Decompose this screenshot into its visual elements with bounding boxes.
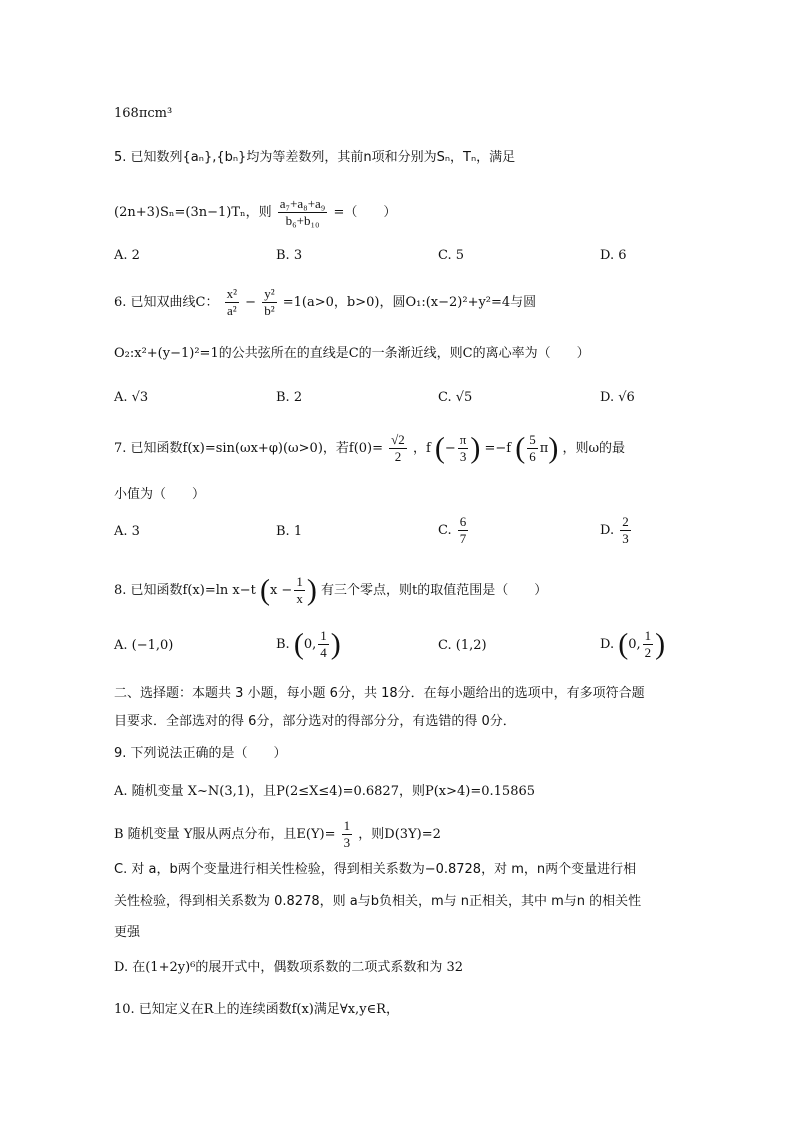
q9-option-a[interactable]: A. 随机变量 X~N(3,1)，且P(2≤X≤4)=0.6827，则P(x>4)=0.15865 — [114, 784, 536, 799]
q5-condition — [114, 196, 396, 229]
q8-option-b-num: 1 — [320, 628, 327, 643]
q7-option-c-num: 6 — [459, 514, 467, 529]
q8-inner-num: 1 — [296, 574, 303, 589]
q5-fraction-num: a₇+a₈+a₉ — [279, 196, 326, 211]
q5-condition-pre: (2n+3)Sₙ=(3n−1)Tₙ，则 — [114, 205, 272, 220]
q7-stem-b: ，f — [412, 441, 431, 456]
q7-option-d[interactable]: D. $\frac{2}{3}$ — [600, 514, 629, 546]
q6-stem-line2 — [114, 344, 590, 364]
q8-option-b[interactable]: B. (0, $\frac{1}{4}$ ) — [276, 627, 341, 661]
q9-stem: 9. 下列说法正确的是（ ） — [114, 746, 287, 761]
q7-right-paren-2: ) — [548, 431, 559, 465]
q9-option-b-fraction — [342, 818, 353, 851]
q9-option-b-post: ，则D(3Y)=2 — [358, 827, 441, 842]
q8-option-b-fraction — [318, 628, 329, 661]
q7-arg2-num: 5 — [529, 432, 536, 447]
q7-arg2-fraction — [527, 432, 538, 465]
q7-left-paren-2: ( — [515, 431, 526, 465]
q7-option-d-fraction — [620, 514, 631, 547]
q7-arg1-fraction — [458, 432, 469, 465]
q5-stem-text: 5. 已知数列{aₙ},{bₙ}均为等差数列，其前n项和分别为Sₙ，Tₙ，满足 — [114, 150, 516, 165]
q5-option-b[interactable]: B. 3 — [276, 248, 303, 263]
q8-option-b-lparen: ( — [293, 627, 304, 661]
q7-stem-e: 小值为（ ） — [114, 487, 206, 502]
q6-stem-b: =1(a>0，b>0)，圆O₁:(x−2)²+y²=4与圆 — [282, 295, 537, 310]
q8-option-b-rparen: ) — [330, 627, 341, 661]
q6-minus: − — [245, 295, 257, 310]
q8-right-paren: ) — [306, 573, 317, 607]
q6-stem-a: 6. 已知双曲线C： — [114, 295, 219, 310]
q8-stem-b: 有三个零点，则t的取值范围是（ ） — [320, 583, 548, 598]
q8-option-d-fraction — [643, 628, 654, 661]
q8-option-d-lparen: ( — [618, 627, 629, 661]
q8-option-b-den: 4 — [320, 645, 327, 660]
q5-option-d[interactable]: D. 6 — [600, 248, 627, 263]
q7-stem-line2 — [114, 485, 205, 505]
section2-line1: 二、选择题：本题共 3 小题，每小题 6分，共 18分．在每小题给出的选项中，有多项符合题 — [114, 686, 645, 701]
q7-option-c-fraction — [458, 514, 469, 547]
q7-arg1-num: π — [459, 432, 467, 447]
q7-stem-d: ，则ω的最 — [562, 441, 626, 456]
q7-f0-den: 2 — [394, 449, 402, 464]
q7-option-d-den: 3 — [622, 531, 629, 546]
q6-y-fraction — [262, 286, 276, 319]
q7-arg2-den: 6 — [529, 449, 536, 464]
q6-stem-c: O₂:x²+(y−1)²=1的公共弦所在的直线是C的一条渐近线，则C的离心率为（ ） — [114, 346, 590, 361]
q7-left-paren-1: ( — [434, 431, 445, 465]
q5-option-a[interactable]: A. 2 — [114, 248, 140, 263]
q6-option-a[interactable]: A. √3 — [114, 390, 149, 405]
q10-stem: 10. 已知定义在R上的连续函数f(x)满足∀x,y∈R， — [114, 1002, 399, 1017]
q8-inner-den: x — [296, 591, 303, 606]
q7-stem-a: 7. 已知函数f(x)=sin(ωx+φ)(ω>0)，若f(0)= — [114, 441, 384, 456]
previous-answer-text: 168πcm³ — [114, 106, 173, 121]
q6-option-b[interactable]: B. 2 — [276, 390, 303, 405]
q7-f0-fraction — [389, 432, 407, 465]
q7-stem-line1: 7. 已知函数f(x)=sin(ωx+φ)(ω>0)，若f(0)= $\frac{√2}{2}$ ，f (− $\frac{\pi}{3}$ ) =−f ( $\frac{5}{6}$ π) ，则ω的最 — [114, 431, 626, 465]
q9-option-b-den: 3 — [343, 835, 351, 850]
q6-stem-line1 — [114, 286, 536, 319]
q8-option-d-rparen: ) — [655, 627, 666, 661]
q8-option-c[interactable]: C. (1,2) — [438, 638, 487, 653]
q6-y-num: y² — [264, 286, 275, 301]
q8-option-d[interactable]: D. (0, $\frac{1}{2}$ ) — [600, 627, 666, 661]
previous-answer-line — [114, 104, 172, 124]
q5-stem — [114, 148, 515, 168]
q5-fraction-den: b₆+b₁₀ — [285, 213, 320, 228]
q5-fraction — [278, 196, 328, 229]
q9-option-b[interactable] — [114, 818, 441, 851]
q6-x-den: a² — [226, 303, 237, 318]
q8-left-paren: ( — [259, 573, 270, 607]
q6-option-c[interactable]: C. √5 — [438, 390, 473, 405]
q7-stem-c: =−f — [484, 441, 512, 456]
q9-option-d[interactable]: D. 在(1+2y)⁶的展开式中，偶数项系数的二项式系数和为 32 — [114, 960, 464, 975]
q7-option-c[interactable]: C. $\frac{6}{7}$ — [438, 514, 467, 546]
q8-stem-a: 8. 已知函数f(x)=ln x−t — [114, 583, 256, 598]
q9-option-c-line2: 关性检验，得到相关系数为 0.8278，则 a与b负相关，m与 n正相关，其中 m与n 的相关性 — [114, 894, 642, 909]
q7-f0-num: √2 — [391, 432, 405, 447]
q8-stem: 8. 已知函数f(x)=ln x−t (x − $\frac{1}{x}$ ) 有三个零点，则t的取值范围是（ ） — [114, 573, 548, 607]
q5-condition-post: =（ ） — [333, 205, 397, 220]
q9-option-b-pre: B 随机变量 Y服从两点分布，且E(Y)= — [114, 827, 336, 842]
q8-inner-fraction — [294, 574, 305, 607]
q5-option-c[interactable]: C. 5 — [438, 248, 465, 263]
q6-option-d[interactable]: D. √6 — [600, 390, 635, 405]
q8-option-d-den: 2 — [644, 645, 652, 660]
q6-y-den: b² — [264, 303, 275, 318]
q6-x-fraction — [225, 286, 239, 319]
q7-option-d-num: 2 — [622, 514, 629, 529]
q9-option-c-line3: 更强 — [114, 925, 141, 940]
section2-line2: 目要求．全部选对的得 6分，部分选对的得部分分，有选错的得 0分． — [114, 714, 516, 729]
q9-option-b-num: 1 — [343, 818, 351, 833]
q7-right-paren-1: ) — [470, 431, 481, 465]
q9-option-c-line1[interactable]: C. 对 a，b两个变量进行相关性检验，得到相关系数为−0.8728，对 m，n两个变量进行相 — [114, 862, 637, 877]
q8-option-d-num: 1 — [644, 628, 652, 643]
q8-option-a[interactable]: A. (−1,0) — [114, 638, 174, 653]
q7-option-b[interactable]: B. 1 — [276, 524, 303, 539]
q7-option-c-den: 7 — [459, 531, 467, 546]
q7-option-a[interactable]: A. 3 — [114, 524, 140, 539]
q7-arg1-den: 3 — [459, 449, 467, 464]
q6-x-num: x² — [226, 286, 238, 301]
